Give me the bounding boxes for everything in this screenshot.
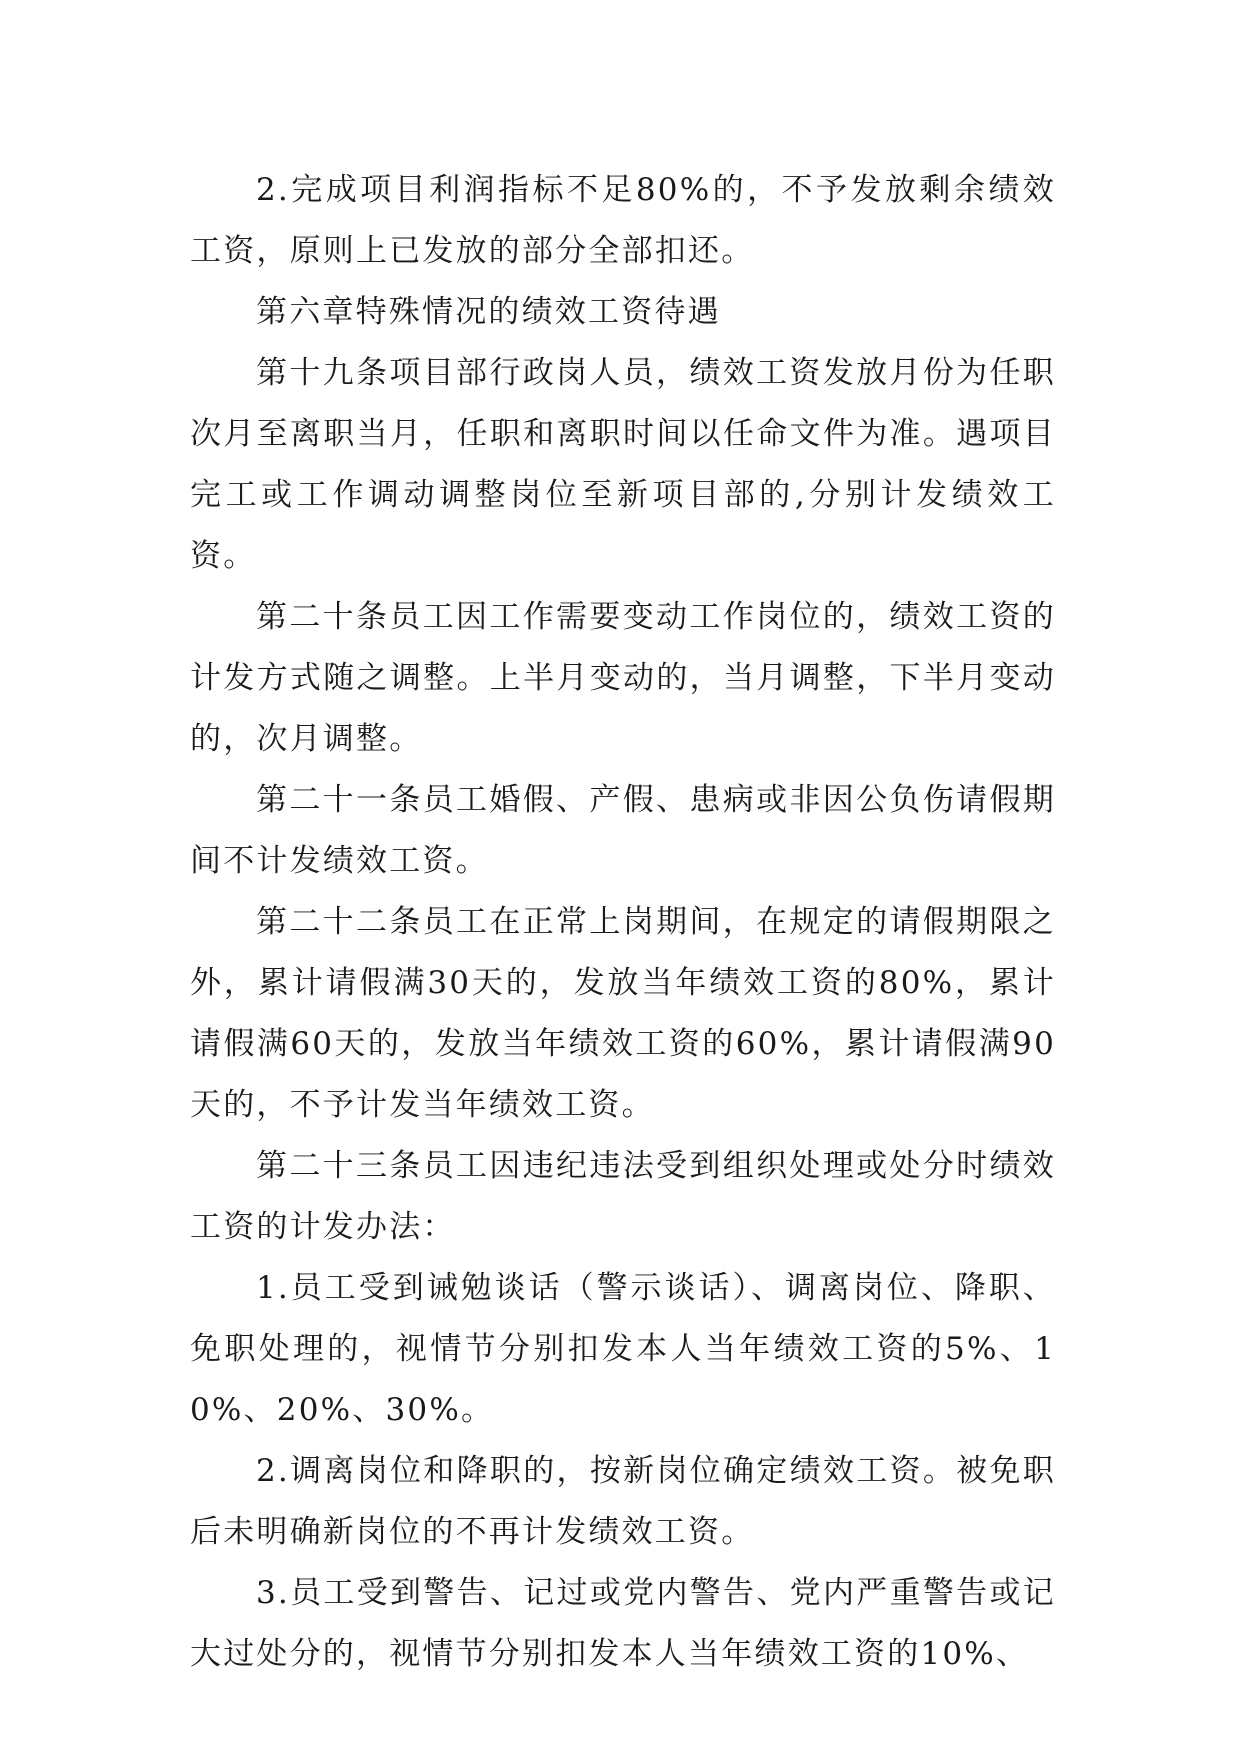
article-23-item-3: 3.员工受到警告、记过或党内警告、党内严重警告或记大过处分的，视情节分别扣发本人当年绩效工资的10%、 (190, 1575, 1056, 1672)
document-body (190, 160, 1056, 1685)
article-23: 第二十三条员工因违纪违法受到组织处理或处分时绩效工资的计发办法： (190, 1148, 1056, 1245)
article-21: 第二十一条员工婚假、产假、患病或非因公负伤请假期间不计发绩效工资。 (190, 782, 1056, 879)
paragraph-profit-shortfall: 2.完成项目利润指标不足80%的，不予发放剩余绩效工资，原则上已发放的部分全部扣还。 (190, 172, 1056, 269)
article-23-item-2: 2.调离岗位和降职的，按新岗位确定绩效工资。被免职后未明确新岗位的不再计发绩效工资。 (190, 1453, 1056, 1550)
chapter-heading: 第六章特殊情况的绩效工资待遇 (256, 294, 721, 330)
article-19: 第十九条项目部行政岗人员，绩效工资发放月份为任职次月至离职当月，任职和离职时间以任命文件为准。遇项目完工或工作调动调整岗位至新项目部的,分别计发绩效工资。 (190, 355, 1056, 574)
article-23-item-1: 1.员工受到诫勉谈话（警示谈话）、调离岗位、降职、免职处理的，视情节分别扣发本人当年绩效工资的5%、10%、20%、30%。 (190, 1270, 1056, 1428)
article-20: 第二十条员工因工作需要变动工作岗位的，绩效工资的计发方式随之调整。上半月变动的，当月调整，下半月变动的，次月调整。 (190, 599, 1056, 757)
article-22: 第二十二条员工在正常上岗期间，在规定的请假期限之外，累计请假满30天的，发放当年绩效工资的80%，累计请假满60天的，发放当年绩效工资的60%，累计请假满90天的，不予计发当年绩效工资。 (190, 904, 1056, 1123)
